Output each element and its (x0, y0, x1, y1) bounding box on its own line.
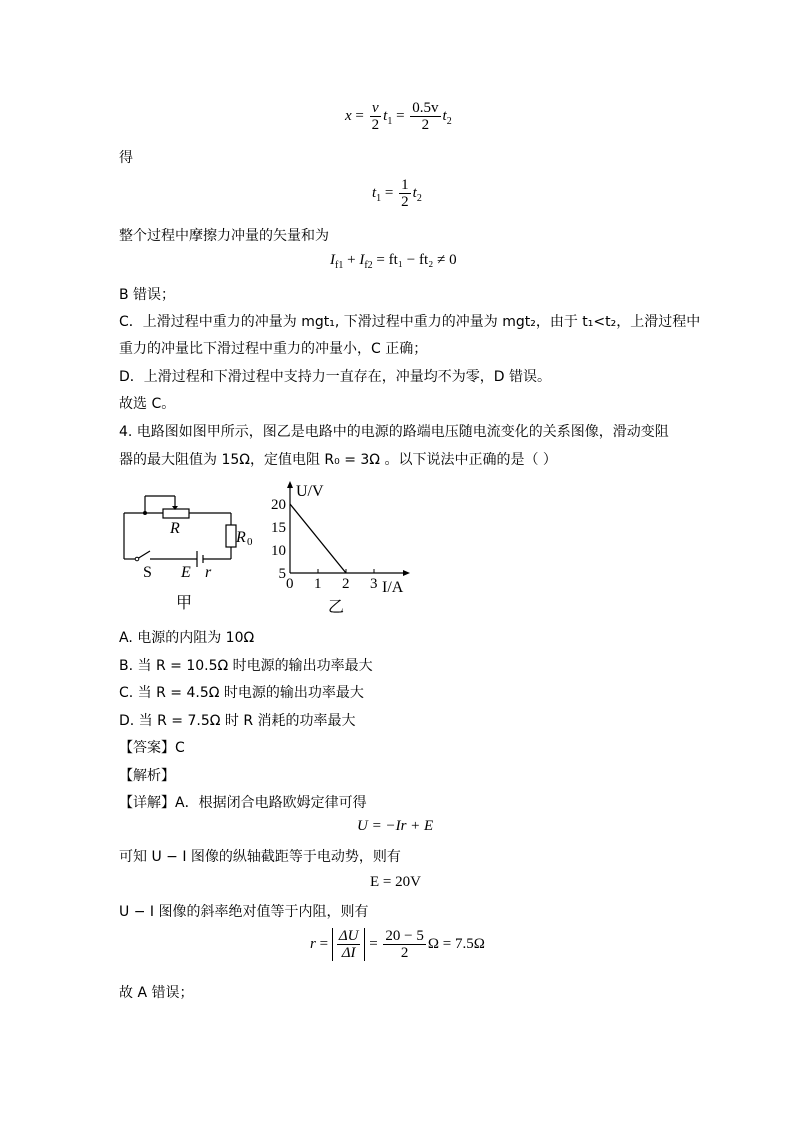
option-c: C. 当 R = 4.5Ω 时电源的输出功率最大 (119, 685, 364, 701)
switch-pivot (135, 557, 139, 561)
option-b: B. 当 R = 10.5Ω 时电源的输出功率最大 (119, 658, 373, 674)
label-R0-sub: 0 (247, 536, 253, 548)
option-d: D. 当 R = 7.5Ω 时 R 消耗的功率最大 (119, 713, 356, 729)
ui-chart (260, 478, 420, 618)
y-tick-label: 10 (271, 543, 286, 559)
junction-dot (143, 511, 147, 515)
equation-t1: $t_1$ = $\frac{1}{2}$ $t_2$ (372, 177, 422, 210)
x-tick-label: 3 (370, 576, 378, 592)
equation-emf: E = 20V (370, 874, 421, 890)
label-S: S (143, 564, 152, 581)
label-E: E (181, 564, 191, 581)
text-d: D．上滑过程和下滑过程中支持力一直存在，冲量均不为零，D 错误。 (119, 369, 552, 385)
rheostat-R (163, 509, 189, 518)
x-tick-label: 2 (342, 576, 350, 592)
label-R0: R (236, 529, 246, 546)
x-axis-label: I/A (382, 579, 404, 596)
text-b-wrong: B 错误； (119, 287, 176, 303)
label-r: r (205, 564, 212, 581)
y-tick-label: 5 (278, 566, 286, 582)
label-R: R (170, 520, 180, 537)
equation-ohm: U = −Ir + E (357, 818, 434, 834)
y-tick-label: 15 (271, 520, 286, 536)
series-line (290, 504, 346, 573)
text-c-line2: 重力的冲量比下滑过程中重力的冲量小，C 正确； (119, 341, 428, 357)
text-choose: 故选 C。 (119, 396, 176, 412)
circuit-diagram (115, 488, 265, 613)
analysis-header: 【解析】 (119, 768, 175, 784)
resistor-R0 (226, 525, 236, 547)
text-friction: 整个过程中摩擦力冲量的矢量和为 (119, 228, 329, 244)
caption-yi: 乙 (328, 599, 345, 616)
y-axis-label: U/V (296, 483, 324, 500)
x-axis-arrow (403, 570, 410, 576)
question-line1: 4. 电路图如图甲所示，图乙是电路中的电源的路端电压随电流变化的关系图像，滑动变阻 (119, 424, 669, 440)
option-a: A. 电源的内阻为 10Ω (119, 630, 255, 646)
text-intercept: 可知 U − I 图像的纵轴截距等于电动势，则有 (119, 849, 401, 865)
answer: 【答案】C (119, 740, 185, 756)
text-de: 得 (119, 150, 133, 166)
caption-jia: 甲 (176, 595, 193, 612)
equation-x: x = $\frac{v}{2}$ $t_1$ = $\frac{0.5v}{2}$ $t_2$ (345, 100, 452, 133)
x-tick-label: 1 (314, 576, 322, 592)
text-a-wrong: 故 A 错误； (119, 985, 194, 1001)
equation-impulse: $I_{f1} + I_{f2} = ft_1 - ft_2 \ne 0$ (330, 252, 457, 271)
question-line2: 器的最大阻值为 15Ω，定值电阻 R₀ = 3Ω 。以下说法中正确的是（ ） (119, 452, 557, 468)
y-tick-label: 20 (271, 497, 286, 513)
y-axis-arrow (287, 481, 293, 488)
text-slope: U − I 图像的斜率绝对值等于内阻，则有 (119, 904, 369, 920)
x-tick-label: 0 (286, 576, 294, 592)
equation-internal-resistance: r = $\frac{\Delta U}{\Delta I}$ = $\frac{20 - 5}{2}$ Ω = 7.5Ω (310, 928, 485, 961)
text-c-line1: C．上滑过程中重力的冲量为 mgt₁, 下滑过程中重力的冲量为 mgt₂，由于 t₁<t₂，上滑过程中 (119, 314, 701, 330)
detail-intro: 【详解】A．根据闭合电路欧姆定律可得 (119, 795, 367, 811)
